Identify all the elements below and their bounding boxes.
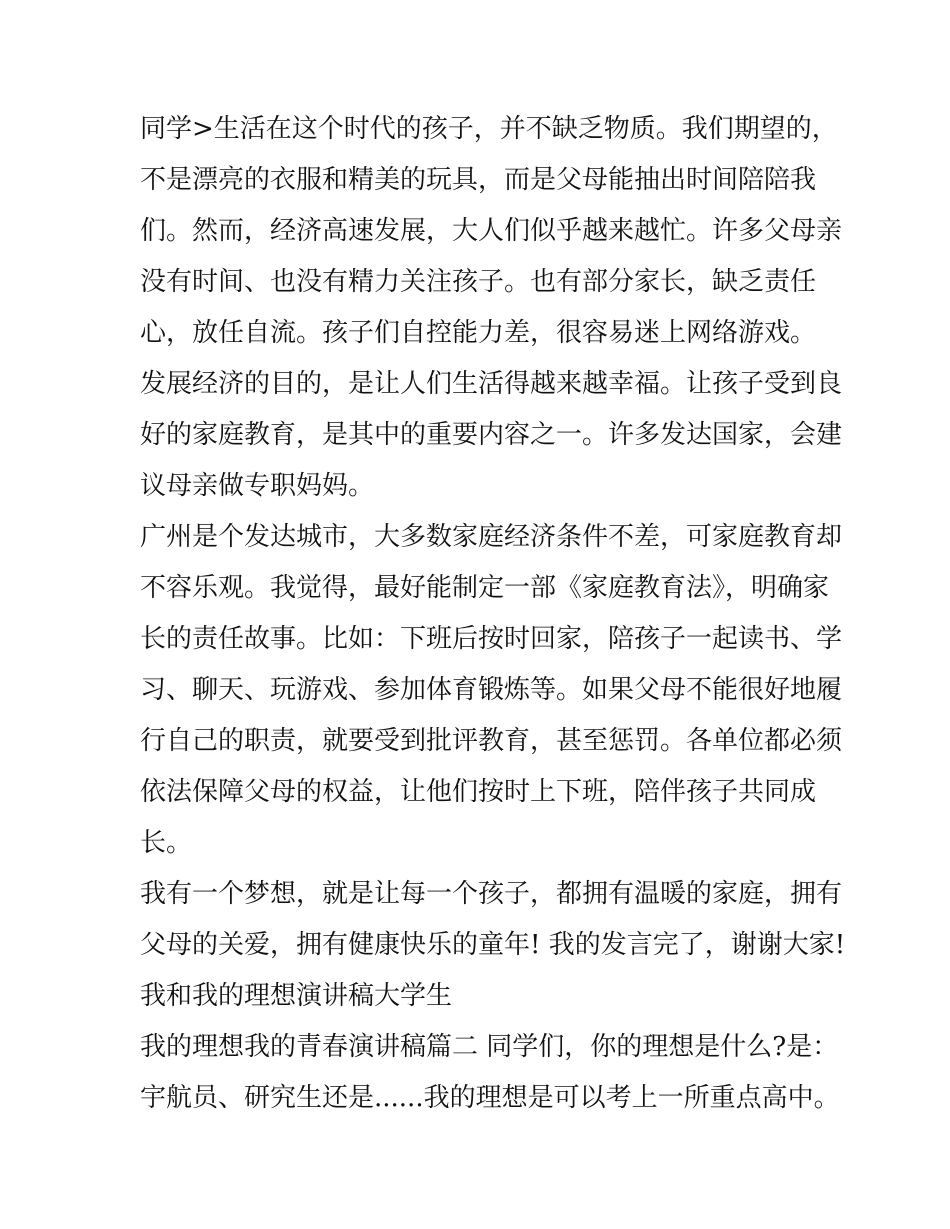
text-line: 习、聊天、玩游戏、参加体育锻炼等。如果父母不能很好地履 (140, 675, 843, 705)
text-line: 心，放任自流。孩子们自控能力差，很容易迷上网络游戏。 (140, 318, 817, 348)
text-line: 同学>生活在这个时代的孩子，并不缺乏物质。我们期望的， (140, 114, 838, 144)
text-line: 不容乐观。我觉得，最好能制定一部《家庭教育法》，明确家 (140, 573, 830, 603)
text-line: 我的理想我的青春演讲稿篇二 同学们，你的理想是什么?是： (140, 1032, 839, 1062)
text-line: 没有时间、也没有精力关注孩子。也有部分家长，缺乏责任 (140, 267, 817, 297)
text-line: 长。 (140, 828, 193, 858)
text-line: 们。然而，经济高速发展，大人们似乎越来越忙。许多父母亲 (140, 216, 843, 246)
text-line: 广州是个发达城市，大多数家庭经济条件不差，可家庭教育却 (140, 522, 843, 552)
text-line: 依法保障父母的权益，让他们按时上下班，陪伴孩子共同成 (140, 777, 817, 807)
document-body (140, 104, 846, 1124)
text-line: 行自己的职责，就要受到批评教育，甚至惩罚。各单位都必须 (140, 726, 843, 756)
text-line: 宇航员、研究生还是......我的理想是可以考上一所重点高中。 (140, 1083, 840, 1113)
text-line: 我有一个梦想，就是让每一个孩子，都拥有温暖的家庭，拥有 (140, 879, 843, 909)
text-line: 发展经济的目的，是让人们生活得越来越幸福。让孩子受到良 (140, 369, 843, 399)
text-line: 不是漂亮的衣服和精美的玩具，而是父母能抽出时间陪陪我 (140, 165, 817, 195)
text-line: 议母亲做专职妈妈。 (140, 471, 375, 501)
text-line: 长的责任故事。比如：下班后按时回家，陪孩子一起读书、学 (140, 624, 843, 654)
text-line: 我和我的理想演讲稿大学生 (140, 981, 453, 1011)
text-line: 父母的关爱，拥有健康快乐的童年! 我的发言完了，谢谢大家! (140, 930, 846, 960)
text-line: 好的家庭教育，是其中的重要内容之一。许多发达国家，会建 (140, 420, 843, 450)
